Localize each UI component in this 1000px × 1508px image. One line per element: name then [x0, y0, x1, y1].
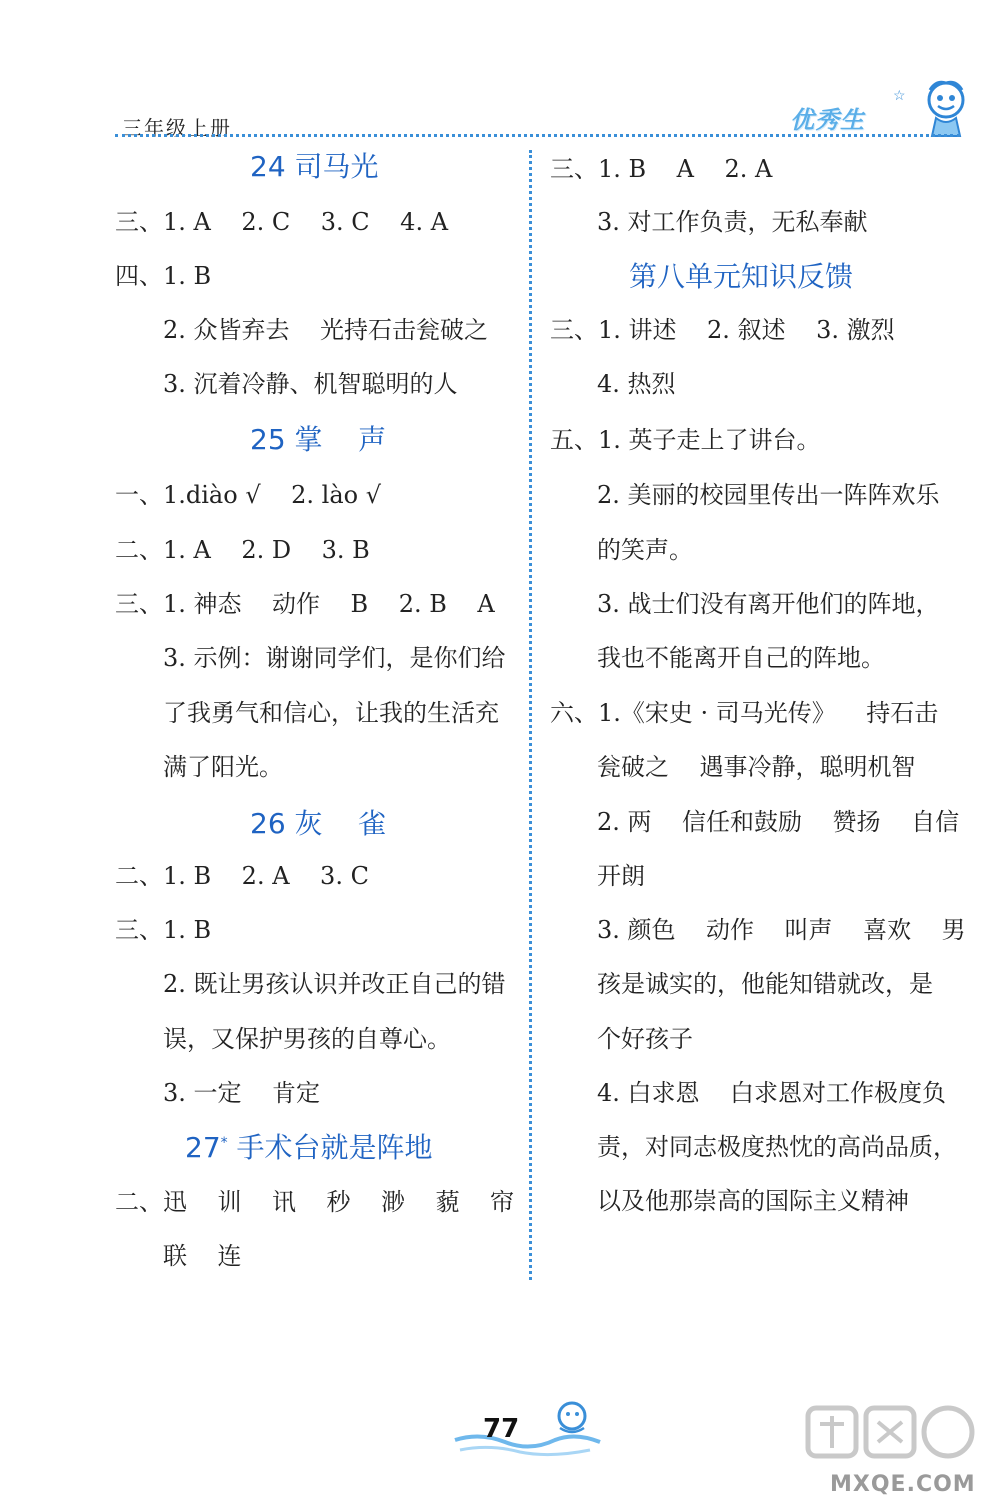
- answer-row: 3. 战士们没有离开他们的阵地，: [597, 590, 940, 618]
- answer-row: 2. 众皆弃去 光持石击瓮破之: [163, 316, 489, 344]
- answer-row: 误，又保护男孩的自尊心。: [163, 1025, 451, 1053]
- answer-row: 一、1.diào √ 2. lào √: [115, 481, 382, 509]
- answer-row: 4. 热烈: [597, 370, 676, 398]
- answer-row: 三、1. A 2. C 3. C 4. A: [115, 208, 449, 236]
- answer-row: 开朗: [597, 862, 645, 890]
- answer-row: 三、1. B A 2. A: [550, 155, 773, 183]
- header-divider: [115, 134, 960, 137]
- unit-eight-title: 第八单元知识反馈: [629, 260, 854, 293]
- mascot-icon: [918, 78, 974, 140]
- section-title-24: 24 司马光: [250, 150, 379, 183]
- answer-row: 瓮破之 遇事冷静，聪明机智: [597, 753, 916, 781]
- answer-row: 3. 对工作负责，无私奉献: [597, 208, 868, 236]
- optional-mark: *: [220, 1135, 228, 1151]
- answer-row: 我也不能离开自己的阵地。: [597, 644, 885, 672]
- answer-row: 的笑声。: [597, 536, 693, 564]
- answer-row: 满了阳光。: [163, 753, 283, 781]
- answer-row: 个好孩子: [597, 1025, 693, 1053]
- answer-row: 二、1. A 2. D 3. B: [115, 536, 370, 564]
- answer-row: 2. 美丽的校园里传出一阵阵欢乐: [597, 481, 940, 509]
- answer-row: 三、1. 讲述 2. 叙述 3. 激烈: [550, 316, 895, 344]
- section-title-27: [185, 1131, 433, 1164]
- column-divider: [529, 150, 532, 1280]
- answer-row: 责，对同志极度热忱的高尚品质，: [597, 1133, 957, 1161]
- grade-label: 三年级上册: [122, 116, 232, 140]
- answer-row: 3. 沉着冷静、机智聪明的人: [163, 370, 458, 398]
- answer-row: 以及他那崇高的国际主义精神: [597, 1187, 909, 1215]
- answer-row: 了我勇气和信心，让我的生活充: [163, 699, 499, 727]
- wave-mascot-icon: [450, 1392, 610, 1462]
- brand-logo-text: 优秀生: [790, 106, 865, 134]
- answer-row: 二、1. B 2. A 3. C: [115, 862, 369, 890]
- answer-row: 3. 示例：谢谢同学们，是你们给: [163, 644, 506, 672]
- answer-row: 二、迅 训 讯 秒 渺 藐 帘: [115, 1188, 515, 1216]
- answer-row: 2. 两 信任和鼓励 赞扬 自信: [597, 808, 960, 836]
- answer-row: 三、1. B: [115, 916, 212, 944]
- answer-row: 四、1. B: [115, 262, 212, 290]
- answer-row: 六、1.《宋史 · 司马光传》 持石击: [550, 699, 939, 727]
- answer-row: 3. 一定 肯定: [163, 1079, 321, 1107]
- answer-row: 联 连: [163, 1242, 242, 1270]
- section-number: 27: [185, 1131, 221, 1164]
- section-title-26: 26 灰 雀: [250, 807, 387, 840]
- section-title-25: 25 掌 声: [250, 423, 387, 456]
- answer-row: 2. 既让男孩认识并改正自己的错: [163, 970, 506, 998]
- answer-row: 孩是诚实的，他能知错就改，是: [597, 970, 933, 998]
- star-icon: ☆: [893, 88, 906, 104]
- answer-row: 三、1. 神态 动作 B 2. B A: [115, 590, 495, 618]
- answer-row: 4. 白求恩 白求恩对工作极度负: [597, 1079, 947, 1107]
- watermark-text: MXQE.COM: [830, 1472, 976, 1497]
- answer-row: 五、1. 英子走上了讲台。: [550, 426, 821, 454]
- answer-row: 3. 颜色 动作 叫声 喜欢 男: [597, 916, 966, 944]
- page-number: 77: [483, 1414, 520, 1444]
- section-name: 手术台就是阵地: [227, 1131, 433, 1164]
